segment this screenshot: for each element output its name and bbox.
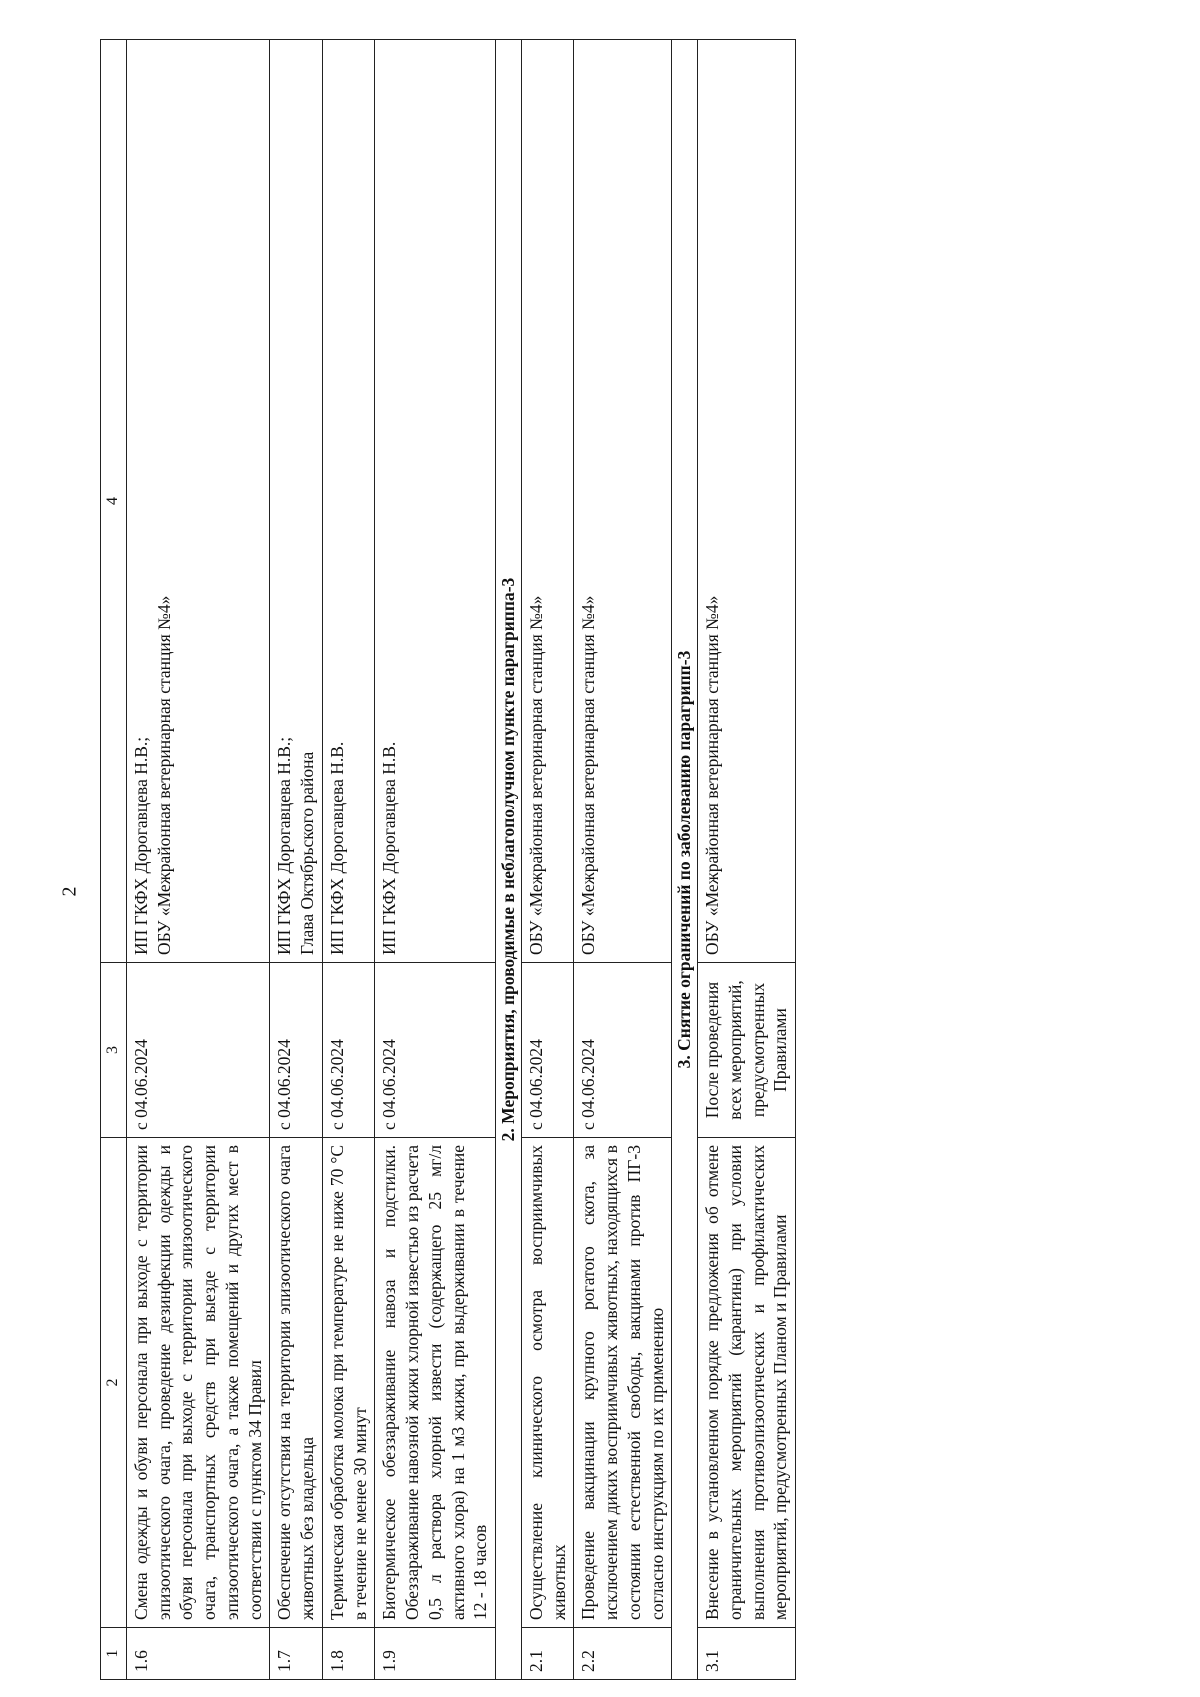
- measure-deadline: с 04.06.2024: [521, 963, 574, 1138]
- responsible-line: ИП ГКФХ Дорогавцева Н.В.;: [274, 736, 295, 955]
- responsible-line: ОБУ «Межрайонная ветеринарная станция №4»: [702, 595, 723, 955]
- column-header: 1: [101, 1628, 127, 1680]
- column-header: 3: [101, 963, 127, 1138]
- column-number-row: [101, 40, 127, 1680]
- rotated-page: [100, 40, 1005, 1680]
- table-row: [375, 40, 496, 1680]
- responsible-party: [322, 40, 375, 963]
- measure-description: Внесение в установленном порядке предложения об отмене ограничительных мероприятий (карантина) при условии выполнения противоэпизоотических и профилактических мероприятий, предусмотренных Планом и Правилами: [698, 1138, 796, 1628]
- responsible-line: ОБУ «Межрайонная ветеринарная станция №4»: [153, 595, 174, 955]
- row-number: 2.1: [521, 1628, 574, 1680]
- measure-deadline: с 04.06.2024: [375, 963, 496, 1138]
- measure-description: Биотермическое обеззараживание навоза и подстилки. Обеззараживание навозной жижи хлорной известью из расчета 0,5 л раствора хлорной извести (содержащего 25 мг/л активного хлора) на 1 м3 жижи, при выдерживании в течение 12 - 18 часов: [375, 1138, 496, 1628]
- table-row: [521, 40, 574, 1680]
- responsible-line: ОБУ «Межрайонная ветеринарная станция №4»: [578, 595, 599, 955]
- responsible-line: Глава Октябрьского района: [297, 751, 318, 955]
- responsible-line: ИП ГКФХ Дорогавцева Н.В.: [326, 741, 347, 955]
- row-number: 2.2: [574, 1628, 672, 1680]
- row-number: 1.8: [322, 1628, 375, 1680]
- page-number: 2: [58, 886, 81, 897]
- row-number: 1.6: [126, 1628, 270, 1680]
- column-header: 4: [101, 40, 127, 963]
- responsible-line: ИП ГКФХ Дорогавцева Н.В.;: [130, 736, 151, 955]
- measure-deadline: с 04.06.2024: [126, 963, 270, 1138]
- section-heading: 3. Снятие ограничений по заболеванию парагрипп-3: [672, 40, 698, 1680]
- responsible-party: [375, 40, 496, 963]
- measures-table: [100, 39, 796, 1680]
- row-number: 1.9: [375, 1628, 496, 1680]
- measure-deadline: После проведения всех мероприятий, предусмотренных Правилами: [698, 963, 796, 1138]
- responsible-party: [574, 40, 672, 963]
- measure-deadline: с 04.06.2024: [270, 963, 323, 1138]
- responsible-party: [270, 40, 323, 963]
- measure-description: Проведение вакцинации крупного рогатого скота, за исключением диких восприимчивых животных, находящихся в состоянии естественной свободы, вакцинами против ПГ-3 согласно инструкциям по их применению: [574, 1138, 672, 1628]
- table-row: [270, 40, 323, 1680]
- measure-description: Термическая обработка молока при температуре не ниже 70 °С в течение не менее 30 минут: [322, 1138, 375, 1628]
- section-heading-row: [672, 40, 698, 1680]
- responsible-party: [698, 40, 796, 963]
- table-row: [698, 40, 796, 1680]
- responsible-party: [126, 40, 270, 963]
- responsible-line: ОБУ «Межрайонная ветеринарная станция №4»: [525, 595, 546, 955]
- table-row: [126, 40, 270, 1680]
- measure-description: Осуществление клинического осмотра восприимчивых животных: [521, 1138, 574, 1628]
- measure-description: Обеспечение отсутствия на территории эпизоотического очага животных без владельца: [270, 1138, 323, 1628]
- section-heading: 2. Мероприятия, проводимые в неблагополучном пункте парагриппа-3: [496, 40, 522, 1680]
- table-row: [322, 40, 375, 1680]
- table-row: [574, 40, 672, 1680]
- measure-deadline: с 04.06.2024: [322, 963, 375, 1138]
- section-heading-row: [496, 40, 522, 1680]
- responsible-party: [521, 40, 574, 963]
- responsible-line: ИП ГКФХ Дорогавцева Н.В.: [379, 741, 400, 955]
- row-number: 3.1: [698, 1628, 796, 1680]
- column-header: 2: [101, 1138, 127, 1628]
- measure-description: Смена одежды и обуви персонала при выходе с территории эпизоотического очага, проведение дезинфекции одежды и обуви персонала при выходе с территории эпизоотического очага, транспортных средств при выезде с территории эпизоотического очага, а также помещений и других мест в соответствии с пунктом 34 Правил: [126, 1138, 270, 1628]
- measure-deadline: с 04.06.2024: [574, 963, 672, 1138]
- row-number: 1.7: [270, 1628, 323, 1680]
